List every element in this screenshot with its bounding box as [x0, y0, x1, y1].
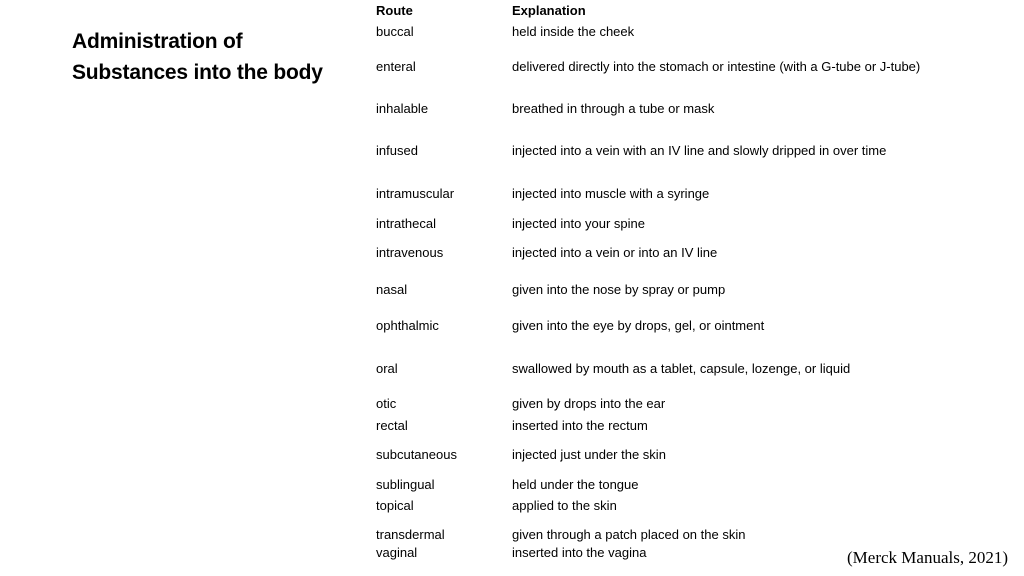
- explanation-nasal: given into the nose by spray or pump: [512, 282, 726, 297]
- route-infused: infused: [376, 143, 418, 158]
- route-inhalable: inhalable: [376, 101, 429, 116]
- route-transdermal: transdermal: [376, 527, 445, 542]
- route-nasal: nasal: [376, 282, 408, 297]
- route-ophthalmic: ophthalmic: [376, 318, 439, 333]
- explanation-intravenous: injected into a vein or into an IV line: [512, 245, 718, 260]
- explanation-ophthalmic: given into the eye by drops, gel, or ointment: [512, 318, 765, 333]
- route-oral: oral: [376, 361, 398, 376]
- route-otic: otic: [376, 396, 397, 411]
- route-column-header: Route: [376, 3, 413, 18]
- explanation-buccal: held inside the cheek: [512, 24, 635, 39]
- explanation-sublingual: held under the tongue: [512, 477, 639, 492]
- explanation-oral: swallowed by mouth as a tablet, capsule, lozenge, or liquid: [512, 361, 851, 376]
- explanation-topical: applied to the skin: [512, 498, 617, 513]
- explanation-column-header: Explanation: [512, 3, 586, 18]
- explanation-infused: injected into a vein with an IV line and slowly dripped in over time: [512, 143, 887, 158]
- explanation-transdermal: given through a patch placed on the skin: [512, 527, 746, 542]
- explanation-rectal: inserted into the rectum: [512, 418, 648, 433]
- citation: (Merck Manuals, 2021): [847, 548, 1008, 567]
- route-rectal: rectal: [376, 418, 408, 433]
- explanation-enteral: delivered directly into the stomach or intestine (with a G-tube or J-tube): [512, 59, 921, 74]
- explanation-inhalable: breathed in through a tube or mask: [512, 101, 715, 116]
- route-intramuscular: intramuscular: [376, 186, 455, 201]
- explanation-subcutaneous: injected just under the skin: [512, 447, 666, 462]
- route-buccal: buccal: [376, 24, 414, 39]
- route-enteral: enteral: [376, 59, 416, 74]
- route-intrathecal: intrathecal: [376, 216, 436, 231]
- explanation-otic: given by drops into the ear: [512, 396, 666, 411]
- explanation-intrathecal: injected into your spine: [512, 216, 645, 231]
- route-intravenous: intravenous: [376, 245, 444, 260]
- route-subcutaneous: subcutaneous: [376, 447, 457, 462]
- explanation-vaginal: inserted into the vagina: [512, 545, 647, 560]
- route-sublingual: sublingual: [376, 477, 435, 492]
- route-topical: topical: [376, 498, 414, 513]
- explanation-intramuscular: injected into muscle with a syringe: [512, 186, 710, 201]
- route-vaginal: vaginal: [376, 545, 418, 560]
- slide-title: Administration of Substances into the body: [72, 30, 323, 84]
